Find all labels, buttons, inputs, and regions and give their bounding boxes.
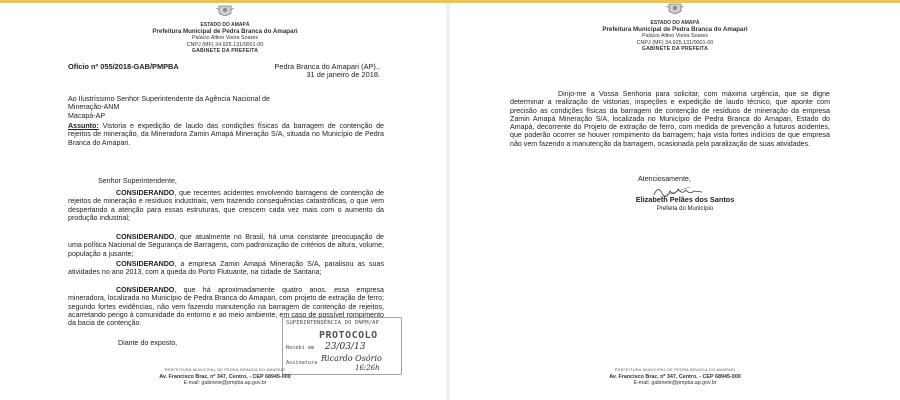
paragraph-4-text: , que há aproximadamente quatro anos, essa empresa mineradora, localizada no Município de Pedra Branca do Amapari, com projeto de extração de ferro; segundo fortes evidências, não vem fazendo manutenção na barragem de contenção de rejeitos, acarretando perigo à comunidade do entorno e ao meio ambiente, em caso de possível rompimento da bacia de contenção. <box>68 286 384 328</box>
signer-name: Elizabeth Pelães dos Santos <box>635 195 735 204</box>
footer-address: Av. Francisco Braz, nº 347, Centro, - CEP 68945-000 <box>159 373 291 380</box>
footer-email: E-mail: gabinete@pmpba.ap.gov.br <box>183 380 267 387</box>
paragraph-1-text: , que recentes acidentes envolvendo barragens de contenção de rejeitos de mineração e resíduos industriais, vem trazendo consequências catastróficas, o que vem despertando a atenção para essas estruturas, que crescem cada vez mais com o aumento da produção industrial; <box>68 189 384 222</box>
paragraph-1-lead: CONSIDERANDO <box>116 189 175 197</box>
stamp-title: PROTOCOLO <box>319 330 378 341</box>
letterhead <box>590 3 760 52</box>
stamp-agency: SUPERINTENDÊNCIA DO DNPM/AP <box>286 320 380 326</box>
office-number: Ofício nº 055/2018-GAB/PMPBA <box>68 62 179 71</box>
stamp-received-date: 23/03/13 <box>325 342 366 352</box>
recipient-line-1: Ao Ilustríssimo Senhor Superintendente da Agência Nacional de <box>68 95 270 103</box>
footer-email: E-mail: gabinete@pmpba.ap.gov.br <box>633 380 717 387</box>
letter-footer <box>560 367 790 387</box>
header-state: ESTADO DO AMAPÁ <box>200 22 250 29</box>
footer-entity: PREFEITURA MUNICIPAL DE PEDRA BRANCA DO AMAPARI <box>614 368 736 372</box>
footer-address: Av. Francisco Braz, nº 347, Centro, - CEP 68945-000 <box>609 373 741 380</box>
subject-block <box>68 122 384 147</box>
letterhead <box>140 5 310 54</box>
letter-page-1 <box>0 3 448 400</box>
header-cnpj: CNPJ (MF) 34.925.131/0001-00 <box>186 41 264 48</box>
coat-of-arms-icon <box>215 5 235 19</box>
footer-entity: PREFEITURA MUNICIPAL DE PEDRA BRANCA DO AMAPARI <box>164 368 286 372</box>
closing-line: Diante do exposto, <box>118 339 178 347</box>
request-paragraph: Dirijo-me a Vossa Senhoria para solicitar, com máxima urgência, que se digne determinar a realização de vistorias, inspeções e expedição de laudo técnico, que aponte com precisão as condições físicas da barragem de contenção de resíduos de mineração da empresa Zamin Amapá Mineração S/A, localizada no Município de Pedra Branca do Amapari, Estado do Amapá, decorrente do Projeto de extração de ferro, com medida de prevenção a futuros acidentes, que poderão ocorrer se houver rompimento da barragem; haja vista fortes indícios de que empresa não vem fazendo a manutenção da barragem, ocasionada pela paralização de suas atividades. <box>510 90 830 148</box>
letter-page-2 <box>450 3 900 400</box>
header-palace: Palácio Altino Vieira Soares <box>641 33 709 40</box>
recipient-line-3: Macapá-AP <box>68 111 106 120</box>
salutation: Senhor Superintendente, <box>98 177 177 185</box>
header-cnpj: CNPJ (MF) 34.925.131/0001-00 <box>636 39 714 46</box>
letter-footer <box>110 367 340 387</box>
header-palace: Palácio Altino Vieira Soares <box>191 35 259 42</box>
subject-label: Assunto: <box>68 122 99 130</box>
coat-of-arms-icon <box>665 3 685 17</box>
header-state: ESTADO DO AMAPÁ <box>650 20 700 27</box>
paragraph-3 <box>68 260 384 277</box>
stamp-signature-label: Assinatura <box>286 360 318 366</box>
paragraph-2-lead: CONSIDERANDO <box>116 233 175 241</box>
paragraph-2-text: , que atualmente no Brasil, há uma constante preocupação de uma política Nacional de Segurança de Barragens, com padronização de critérios de altura, volume, população a jusante; <box>68 233 384 258</box>
subject-text: Vistoria e expedição de laudo das condições físicas da barragem de contenção de rejeitos de mineração, da Mineradora Zamin Amapá Mineração S/A, situada no Município de Pedra Branca do Amapari. <box>68 122 384 147</box>
header-prefecture: Prefeitura Municipal de Pedra Branca do Amapari <box>602 25 748 33</box>
paragraph-3-text: , a empresa Zamin Amapá Mineração S/A, paralisou as suas atividades no ano 2013, com a queda do Porto Flutuante, na cidade de Santana; <box>68 260 384 277</box>
header-office: GABINETE DA PREFEITA <box>641 46 709 53</box>
recipient-block <box>68 95 384 120</box>
paragraph-4-lead: CONSIDERANDO <box>116 286 175 294</box>
header-prefecture: Prefeitura Municipal de Pedra Branca do Amapari <box>152 27 298 35</box>
stamp-time: 16:26h <box>355 364 380 372</box>
recipient-line-2: Mineração-ANM <box>68 103 120 112</box>
place-date-line-2: 31 de janeiro de 2018. <box>306 70 380 80</box>
place-date-line-1: Pedra Branca do Amapari (AP)., <box>274 62 380 71</box>
paragraph-2 <box>68 233 384 258</box>
paragraph-3-lead: CONSIDERANDO <box>116 260 175 268</box>
place-date <box>250 63 380 80</box>
header-office: GABINETE DA PREFEITA <box>191 48 259 55</box>
regards: Atenciosamente, <box>638 175 691 183</box>
stamp-signature: Ricardo Osório <box>321 354 382 363</box>
stamp-received-label: Recebi em <box>286 345 315 351</box>
paragraph-1 <box>68 189 384 222</box>
signer-title: Prefeita do Município <box>656 206 714 212</box>
